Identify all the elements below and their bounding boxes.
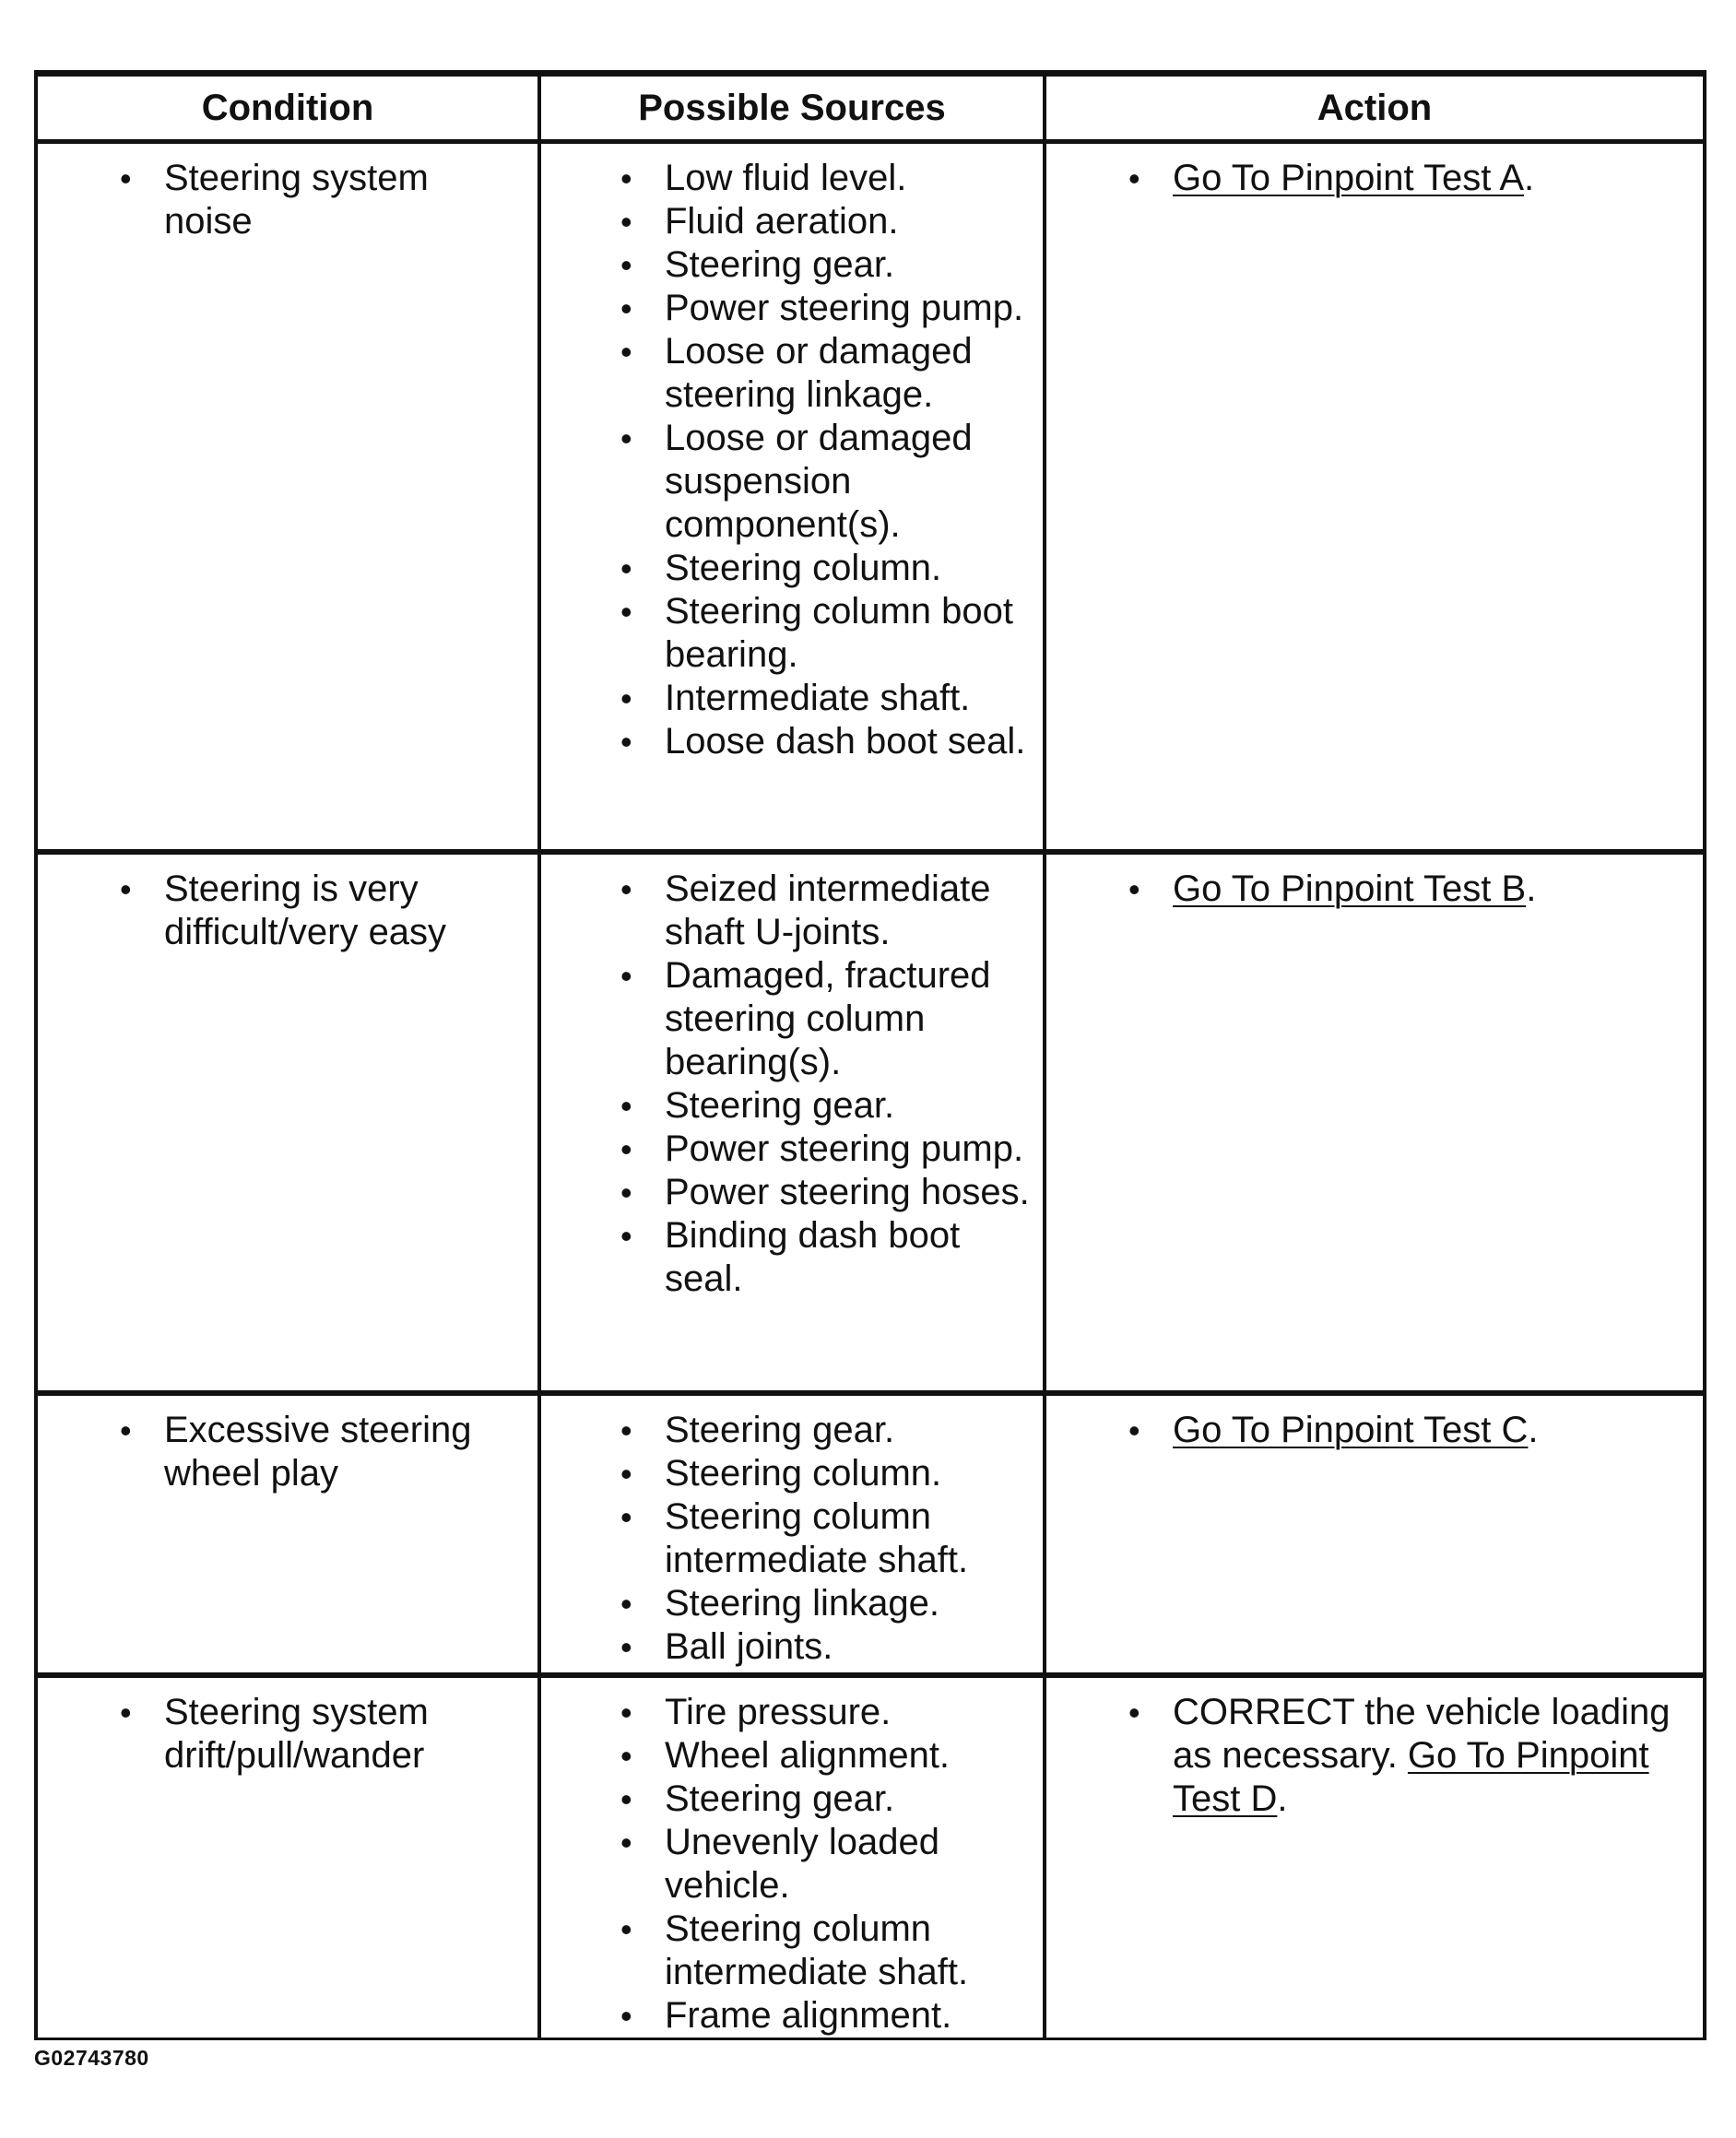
source-text: Steering column boot bearing. bbox=[665, 591, 1014, 675]
source-item bbox=[620, 243, 1033, 287]
bullet-icon: • bbox=[1128, 1694, 1140, 1731]
bullet-icon: • bbox=[620, 1455, 632, 1493]
source-text: Ball joints. bbox=[665, 1626, 833, 1667]
condition-item bbox=[120, 868, 519, 954]
bullet-icon: • bbox=[620, 1174, 632, 1211]
source-text: Steering column intermediate shaft. bbox=[665, 1496, 969, 1580]
source-item bbox=[620, 1691, 1033, 1734]
source-text: Power steering hoses. bbox=[665, 1172, 1030, 1212]
source-item bbox=[620, 1214, 1033, 1301]
source-item bbox=[620, 200, 1033, 243]
source-text: Loose or damaged suspension component(s). bbox=[665, 418, 973, 545]
bullet-icon: • bbox=[120, 870, 132, 908]
bullet-icon: • bbox=[620, 593, 632, 631]
header-row bbox=[36, 74, 1705, 142]
action-item bbox=[1128, 1409, 1684, 1452]
source-item bbox=[620, 1582, 1033, 1625]
condition-cell bbox=[36, 1393, 539, 1675]
source-text: Steering column. bbox=[665, 1453, 942, 1494]
source-item bbox=[620, 1778, 1033, 1821]
table-row bbox=[36, 142, 1705, 853]
bullet-icon: • bbox=[620, 1780, 632, 1818]
source-item bbox=[620, 1084, 1033, 1128]
pinpoint-test-link[interactable]: Go To Pinpoint Test D bbox=[1173, 1735, 1649, 1819]
sources-cell bbox=[539, 1675, 1045, 2039]
condition-text: Excessive steering wheel play bbox=[164, 1410, 472, 1494]
action-suffix-text: . bbox=[1526, 868, 1537, 909]
action-item bbox=[1128, 1691, 1684, 1821]
source-text: Power steering pump. bbox=[665, 1128, 1024, 1169]
source-text: Seized intermediate shaft U-joints. bbox=[665, 868, 991, 952]
source-item bbox=[620, 157, 1033, 200]
pinpoint-test-link[interactable]: Go To Pinpoint Test C bbox=[1173, 1410, 1529, 1450]
bullet-icon: • bbox=[620, 1217, 632, 1255]
condition-item bbox=[120, 157, 519, 243]
action-item bbox=[1128, 868, 1684, 911]
bullet-icon: • bbox=[620, 289, 632, 327]
pinpoint-test-link[interactable]: Go To Pinpoint Test B bbox=[1173, 868, 1527, 909]
sources-cell bbox=[539, 142, 1045, 853]
source-text: Intermediate shaft. bbox=[665, 678, 971, 718]
bullet-icon: • bbox=[620, 1910, 632, 1948]
bullet-icon: • bbox=[620, 1737, 632, 1775]
bullet-icon: • bbox=[1128, 1412, 1140, 1449]
header-possible-sources: Possible Sources bbox=[539, 74, 1045, 142]
bullet-icon: • bbox=[620, 203, 632, 241]
condition-text: Steering system noise bbox=[164, 158, 429, 242]
action-cell bbox=[1045, 1393, 1705, 1675]
bullet-icon: • bbox=[620, 333, 632, 371]
source-text: Steering gear. bbox=[665, 1085, 895, 1126]
bullet-icon: • bbox=[620, 1412, 632, 1449]
condition-cell bbox=[36, 1675, 539, 2039]
bullet-icon: • bbox=[620, 549, 632, 587]
source-text: Fluid aeration. bbox=[665, 201, 899, 242]
source-text: Low fluid level. bbox=[665, 158, 907, 198]
bullet-icon: • bbox=[620, 159, 632, 197]
source-text: Unevenly loaded vehicle. bbox=[665, 1822, 939, 1906]
source-item bbox=[620, 720, 1033, 763]
action-prefix-text: CORRECT the vehicle loading as necessary. bbox=[1173, 1692, 1671, 1776]
bullet-icon: • bbox=[620, 870, 632, 908]
condition-text: Steering system drift/pull/wander bbox=[164, 1692, 429, 1776]
action-cell bbox=[1045, 852, 1705, 1393]
bullet-icon: • bbox=[620, 1628, 632, 1666]
source-item bbox=[620, 1821, 1033, 1908]
bullet-icon: • bbox=[120, 1412, 132, 1449]
source-item bbox=[620, 868, 1033, 954]
condition-text: Steering is very difficult/very easy bbox=[164, 868, 447, 952]
source-item bbox=[620, 590, 1033, 677]
condition-item bbox=[120, 1691, 519, 1778]
source-text: Frame alignment. bbox=[665, 1995, 952, 2036]
source-text: Steering column. bbox=[665, 548, 942, 588]
bullet-icon: • bbox=[620, 1087, 632, 1125]
header-condition: Condition bbox=[36, 74, 539, 142]
table-row bbox=[36, 1393, 1705, 1675]
bullet-icon: • bbox=[620, 1694, 632, 1731]
source-item bbox=[620, 330, 1033, 417]
bullet-icon: • bbox=[620, 957, 632, 995]
action-suffix-text: . bbox=[1277, 1778, 1288, 1819]
source-item bbox=[620, 1409, 1033, 1452]
bullet-icon: • bbox=[620, 1498, 632, 1536]
action-suffix-text: . bbox=[1528, 1410, 1539, 1450]
bullet-icon: • bbox=[620, 1997, 632, 2035]
source-text: Steering gear. bbox=[665, 244, 895, 285]
source-text: Binding dash boot seal. bbox=[665, 1215, 961, 1299]
action-item bbox=[1128, 157, 1684, 200]
condition-cell bbox=[36, 852, 539, 1393]
sources-cell bbox=[539, 1393, 1045, 1675]
source-text: Loose dash boot seal. bbox=[665, 721, 1026, 762]
source-item bbox=[620, 1625, 1033, 1669]
bullet-icon: • bbox=[1128, 159, 1140, 197]
bullet-icon: • bbox=[620, 1585, 632, 1623]
sources-cell bbox=[539, 852, 1045, 1393]
source-item bbox=[620, 287, 1033, 330]
bullet-icon: • bbox=[620, 1130, 632, 1168]
bullet-icon: • bbox=[620, 679, 632, 717]
bullet-icon: • bbox=[620, 419, 632, 457]
header-action: Action bbox=[1045, 74, 1705, 142]
source-item bbox=[620, 677, 1033, 720]
table-row bbox=[36, 1675, 1705, 2039]
bullet-icon: • bbox=[620, 246, 632, 284]
bullet-icon: • bbox=[620, 723, 632, 761]
source-text: Tire pressure. bbox=[665, 1692, 892, 1732]
condition-cell bbox=[36, 142, 539, 853]
bullet-icon: • bbox=[620, 1824, 632, 1861]
source-text: Power steering pump. bbox=[665, 288, 1024, 328]
source-item bbox=[620, 1452, 1033, 1495]
pinpoint-test-link[interactable]: Go To Pinpoint Test A bbox=[1173, 158, 1524, 198]
action-suffix-text: . bbox=[1524, 158, 1535, 198]
source-item bbox=[620, 1495, 1033, 1582]
source-text: Steering gear. bbox=[665, 1410, 895, 1450]
bullet-icon: • bbox=[1128, 870, 1140, 908]
source-text: Steering column intermediate shaft. bbox=[665, 1908, 969, 1992]
bullet-icon: • bbox=[120, 159, 132, 197]
source-item bbox=[620, 1128, 1033, 1171]
source-item bbox=[620, 1908, 1033, 1994]
source-text: Steering gear. bbox=[665, 1778, 895, 1819]
action-cell bbox=[1045, 1675, 1705, 2039]
source-item bbox=[620, 547, 1033, 590]
source-item bbox=[620, 417, 1033, 547]
figure-id: G02743780 bbox=[34, 2046, 149, 2070]
source-text: Loose or damaged steering linkage. bbox=[665, 331, 973, 415]
source-text: Wheel alignment. bbox=[665, 1735, 951, 1776]
source-text: Damaged, fractured steering column bearing(s). bbox=[665, 955, 991, 1082]
source-text: Steering linkage. bbox=[665, 1583, 939, 1624]
source-item bbox=[620, 1994, 1033, 2038]
bullet-icon: • bbox=[120, 1694, 132, 1731]
diagnosis-table bbox=[34, 70, 1706, 2040]
source-item bbox=[620, 1171, 1033, 1214]
condition-item bbox=[120, 1409, 519, 1495]
action-cell bbox=[1045, 142, 1705, 853]
source-item bbox=[620, 1734, 1033, 1778]
table-row bbox=[36, 852, 1705, 1393]
source-item bbox=[620, 954, 1033, 1084]
